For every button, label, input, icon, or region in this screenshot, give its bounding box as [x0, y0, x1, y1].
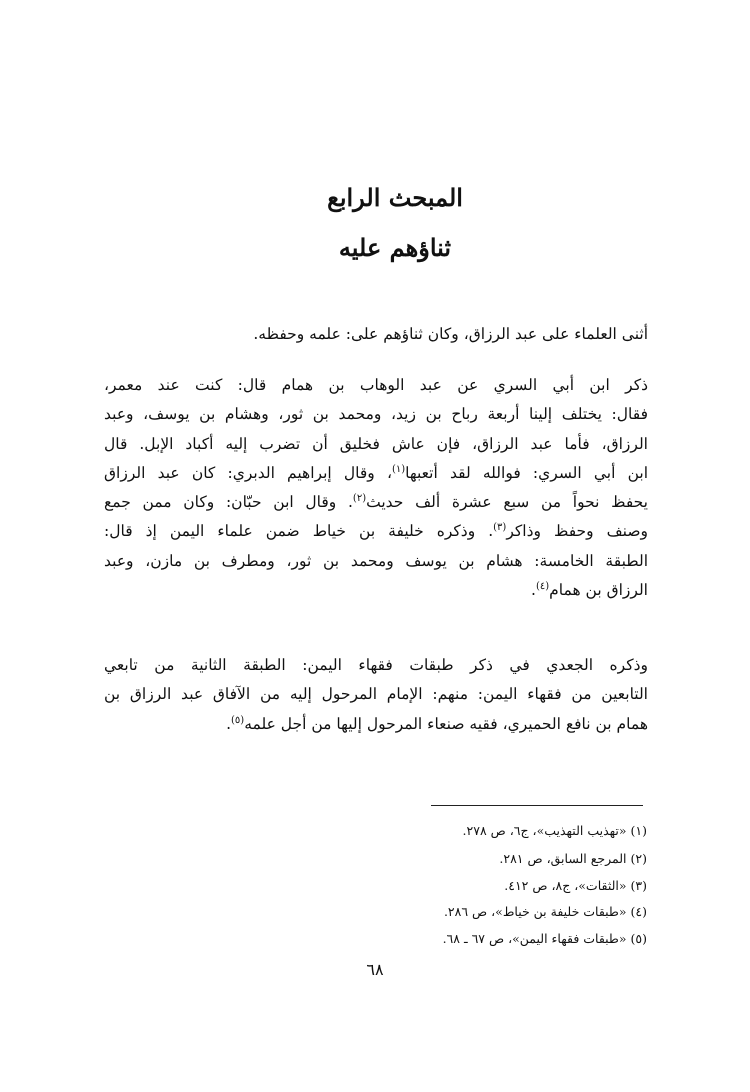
paragraph-line [104, 488, 648, 517]
line-text: ابن أبي السري: فوالله لقد أتعبها [405, 463, 648, 482]
line-text: . [531, 581, 536, 600]
paragraph-line: وذكره الجعدي في ذكر طبقات فقهاء اليمن: الطبقة الثانية من تابعي [104, 656, 648, 674]
line-text: همام بن نافع الحميري، فقيه صنعاء المرحول إليها من أجل علمه [244, 714, 648, 733]
line-text: ، وقال إبراهيم الدبري: كان عبد الرزاق [104, 463, 392, 482]
paragraph-line: فقال: يختلف إلينا أربعة رباح بن زيد، ومحمد بن ثور، وهشام بن يوسف، وعبد [104, 405, 648, 424]
page-number: ٦٨ [366, 960, 384, 979]
paragraph-line [104, 710, 648, 739]
section-title: المبحث الرابع [327, 183, 463, 212]
paragraph-intro [104, 320, 648, 349]
footnote-2: (٢) المرجع السابق، ص ٢٨١. [499, 851, 647, 866]
footnote-ref[interactable]: (١) [391, 463, 406, 475]
paragraph-praise [104, 371, 648, 605]
line-text: . وذكره خليفة بن خياط ضمن علماء اليمن إذ قال: [104, 522, 494, 541]
paragraph-line: التابعين من فقهاء اليمن: منهم: الإمام المرحول إليه من الآفاق عبد الرزاق بن [104, 685, 648, 704]
footnote-ref[interactable]: (٢) [352, 493, 367, 505]
footnote-divider [431, 805, 643, 806]
paragraph-line: أثنى العلماء على عبد الرزاق، وكان ثناؤهم على: علمه وحفظه. [253, 325, 648, 343]
paragraph-line: الطبقة الخامسة: هشام بن يوسف ومحمد بن ثور، ومطرف بن مازن، وعبد [104, 551, 648, 570]
paragraph-line [104, 576, 648, 605]
footnote-3: (٣) «الثقات»، ج٨، ص ٤١٢. [504, 878, 647, 893]
line-text: وصنف وحفظ وذاكر [506, 522, 648, 541]
footnote-ref[interactable]: (٥) [231, 714, 245, 726]
line-text: يحفظ نحواً من سبع عشرة ألف حديث [366, 493, 648, 512]
line-text: الرزاق بن همام [549, 581, 648, 600]
paragraph-line: الرزاق، فأما عبد الرزاق، فإن عاش فخليق أن تضرب إليه أكباد الإبل. قال [104, 434, 648, 453]
footnote-ref[interactable]: (٤) [535, 580, 550, 592]
line-text: . [226, 714, 231, 733]
paragraph-line: ذكر ابن أبي السري عن عبد الوهاب بن همام قال: كنت عند معمر، [104, 376, 648, 394]
paragraph-line [104, 459, 648, 488]
paragraph-line [104, 517, 648, 546]
section-subtitle: ثناؤهم عليه [338, 233, 452, 262]
footnote-1: (١) «تهذيب التهذيب»، ج٦، ص ٢٧٨. [462, 823, 647, 838]
line-text: . وقال ابن حبّان: وكان ممن جمع [104, 493, 353, 512]
footnote-4: (٤) «طبقات خليفة بن خياط»، ص ٢٨٦. [443, 904, 647, 919]
footnote-5: (٥) «طبقات فقهاء اليمن»، ص ٦٧ ـ ٦٨. [442, 931, 647, 946]
paragraph-jadi [104, 651, 648, 739]
footnote-ref[interactable]: (٣) [493, 522, 507, 534]
